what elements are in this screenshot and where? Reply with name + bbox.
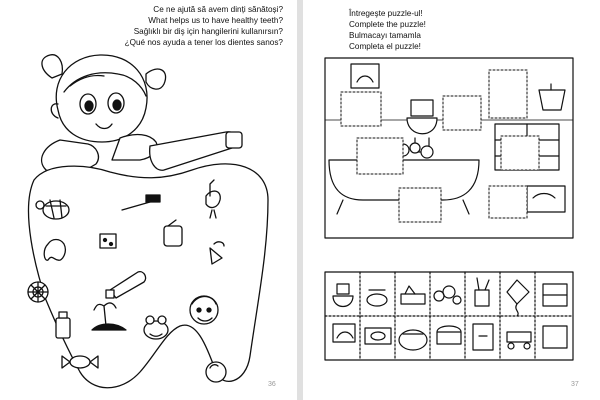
left-page bbox=[0, 0, 297, 400]
puzzle-hole bbox=[399, 188, 441, 222]
right-page bbox=[303, 0, 600, 400]
puzzle-illustration bbox=[303, 0, 600, 400]
question-spanish: ¿Qué nos ayuda a tener los dientes sanos? bbox=[124, 38, 283, 47]
girl-head bbox=[56, 55, 147, 142]
tooth-illustration bbox=[0, 0, 297, 400]
page-number-right: 37 bbox=[571, 381, 579, 388]
puzzle-hole bbox=[489, 186, 527, 218]
instruction-english: Complete the puzzle! bbox=[349, 20, 426, 29]
question-english: What helps us to have healthy teeth? bbox=[148, 16, 283, 25]
question-turkish: Sağlıklı bir diş için hangilerini kullanırsın? bbox=[133, 27, 283, 36]
instruction-turkish: Bulmacayı tamamla bbox=[349, 31, 421, 40]
puzzle-hole bbox=[489, 70, 527, 118]
bath-mat-icon bbox=[527, 186, 565, 212]
page-number-left: 36 bbox=[268, 381, 276, 388]
puzzle-hole bbox=[501, 136, 539, 170]
question-romanian: Ce ne ajută să avem dinți sănătoși? bbox=[153, 5, 283, 14]
dice-icon bbox=[100, 234, 116, 248]
puzzle-hole bbox=[443, 96, 481, 130]
instruction-romanian: Întregeşte puzzle-ul! bbox=[349, 9, 423, 18]
spider-web-icon bbox=[28, 282, 48, 302]
picture-frame-icon bbox=[351, 64, 379, 88]
ball-icon bbox=[206, 362, 226, 382]
girl-pigtail-left bbox=[42, 55, 62, 78]
boy-face-icon bbox=[190, 296, 218, 324]
girl-pigtail-right bbox=[146, 69, 166, 89]
puzzle-pieces-grid bbox=[325, 272, 573, 360]
puzzle-hole bbox=[341, 92, 381, 126]
puzzle-hole bbox=[357, 138, 403, 174]
instruction-spanish: Completa el puzzle! bbox=[349, 42, 421, 51]
